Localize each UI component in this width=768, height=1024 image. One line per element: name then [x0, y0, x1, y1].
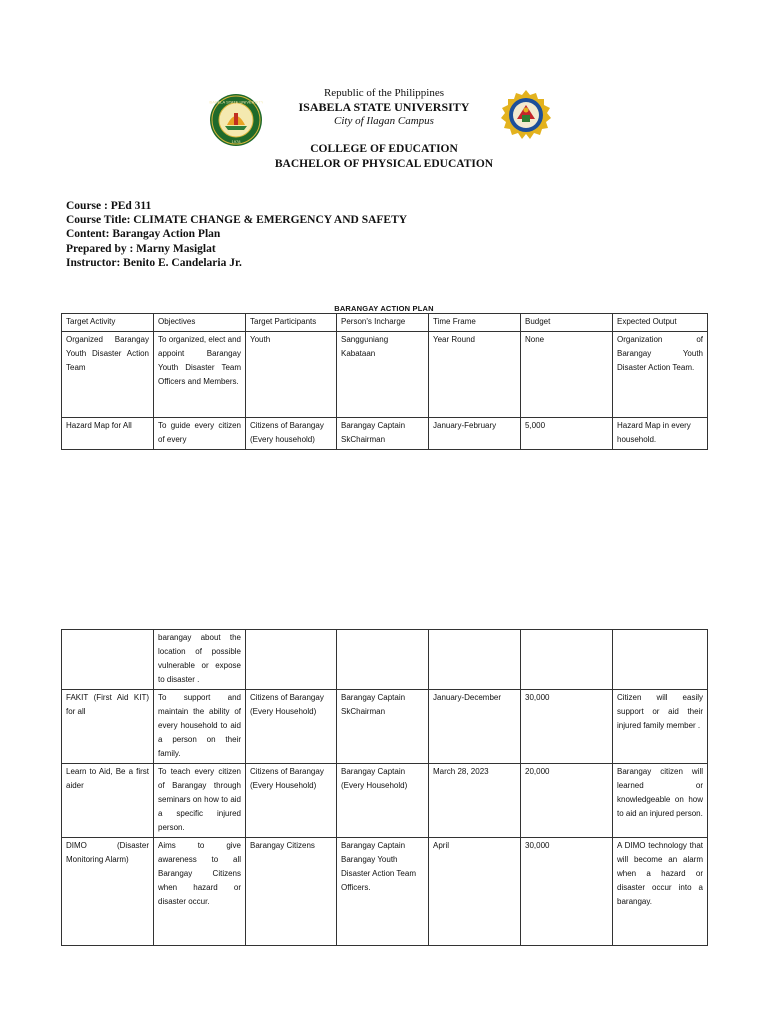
- column-header: Budget: [521, 314, 613, 332]
- cell-timeframe: January-December: [429, 690, 521, 764]
- college-name: COLLEGE OF EDUCATION: [310, 143, 458, 155]
- cell-budget: 30,000: [521, 838, 613, 946]
- table-row: [62, 690, 708, 764]
- cell-participants: Citizens of Barangay (Every Household): [246, 690, 337, 764]
- content-line: Content: Barangay Action Plan: [66, 228, 221, 240]
- table-row: [62, 838, 708, 946]
- column-header: Expected Output: [613, 314, 708, 332]
- column-header: Person's Incharge: [337, 314, 429, 332]
- cell-timeframe: [429, 630, 521, 690]
- course-code: Course : PEd 311: [66, 200, 152, 212]
- cell-activity: Organized Barangay Youth Disaster Action Team: [62, 332, 154, 418]
- cell-budget: 20,000: [521, 764, 613, 838]
- cell-budget: [521, 630, 613, 690]
- cell-activity: DIMO (Disaster Monitoring Alarm): [62, 838, 154, 946]
- prepared-by: Prepared by : Marny Masiglat: [66, 243, 216, 255]
- table-row: [62, 332, 708, 418]
- cell-objectives: To teach every citizen of Barangay through seminars on how to aid a specific injured person.: [154, 764, 246, 838]
- instructor: Instructor: Benito E. Candelaria Jr.: [66, 257, 242, 269]
- cell-timeframe: April: [429, 838, 521, 946]
- cell-activity: Hazard Map for All: [62, 418, 154, 450]
- cell-output: Barangay citizen will learned or knowledgeable on how to aid an injured person.: [613, 764, 708, 838]
- university-name: ISABELA STATE UNIVERSITY: [298, 100, 470, 114]
- column-header: Target Activity: [62, 314, 154, 332]
- column-header: Target Participants: [246, 314, 337, 332]
- column-header: Time Frame: [429, 314, 521, 332]
- cell-objectives: Aims to give awareness to all Barangay Citizens when hazard or disaster occur.: [154, 838, 246, 946]
- cell-participants: Citizens of Barangay (Every household): [246, 418, 337, 450]
- cell-objectives: To organized, elect and appoint Barangay Youth Disaster Team Officers and Members.: [154, 332, 246, 418]
- cell-incharge: Barangay Captain SkChairman: [337, 418, 429, 450]
- cell-objectives: barangay about the location of possible vulnerable or expose to disaster .: [154, 630, 246, 690]
- cell-output: Hazard Map in every household.: [613, 418, 708, 450]
- action-plan-table: [61, 313, 708, 450]
- cell-participants: Youth: [246, 332, 337, 418]
- cell-timeframe: January-February: [429, 418, 521, 450]
- program-name: BACHELOR OF PHYSICAL EDUCATION: [274, 158, 494, 170]
- table-row: [62, 764, 708, 838]
- cell-activity: [62, 630, 154, 690]
- college-emblem-logo: [498, 88, 554, 144]
- column-header: Objectives: [154, 314, 246, 332]
- cell-budget: None: [521, 332, 613, 418]
- cell-objectives: To guide every citizen of every: [154, 418, 246, 450]
- cell-output: Citizen will easily support or aid their injured family member .: [613, 690, 708, 764]
- cell-timeframe: Year Round: [429, 332, 521, 418]
- cell-incharge: Barangay Captain (Every Household): [337, 764, 429, 838]
- republic-line: Republic of the Philippines: [323, 87, 445, 99]
- cell-incharge: [337, 630, 429, 690]
- table-row: [62, 418, 708, 450]
- cell-output: Organization of Barangay Youth Disaster Action Team.: [613, 332, 708, 418]
- cell-output: [613, 630, 708, 690]
- campus-name: City of Ilagan Campus: [334, 115, 434, 127]
- cell-activity: FAKIT (First Aid KIT) for all: [62, 690, 154, 764]
- cell-activity: Learn to Aid, Be a first aider: [62, 764, 154, 838]
- cell-incharge: Barangay Captain Barangay Youth Disaster Action Team Officers.: [337, 838, 429, 946]
- cell-incharge: Barangay Captain SkChairman: [337, 690, 429, 764]
- cell-timeframe: March 28, 2023: [429, 764, 521, 838]
- seal-year-text: 1978: [231, 139, 241, 144]
- cell-budget: 30,000: [521, 690, 613, 764]
- seal-ring-text: ISABELA STATE UNIVERSITY: [209, 99, 263, 105]
- cell-participants: Citizens of Barangay (Every Household): [246, 764, 337, 838]
- cell-budget: 5,000: [521, 418, 613, 450]
- isu-seal-logo: [209, 93, 263, 147]
- cell-output: A DIMO technology that will become an alarm when a hazard or disaster occur into a barangay.: [613, 838, 708, 946]
- course-title: Course Title: CLIMATE CHANGE & EMERGENCY AND SAFETY: [66, 214, 408, 226]
- table-row: [62, 630, 708, 690]
- plan-title: BARANGAY ACTION PLAN: [334, 304, 434, 313]
- cell-participants: Barangay Citizens: [246, 838, 337, 946]
- cell-participants: [246, 630, 337, 690]
- cell-objectives: To support and maintain the ability of every household to aid a person on their family.: [154, 690, 246, 764]
- table-header-row: [62, 314, 708, 332]
- cell-incharge: Sangguniang Kabataan: [337, 332, 429, 418]
- action-plan-table-continued: [61, 629, 708, 946]
